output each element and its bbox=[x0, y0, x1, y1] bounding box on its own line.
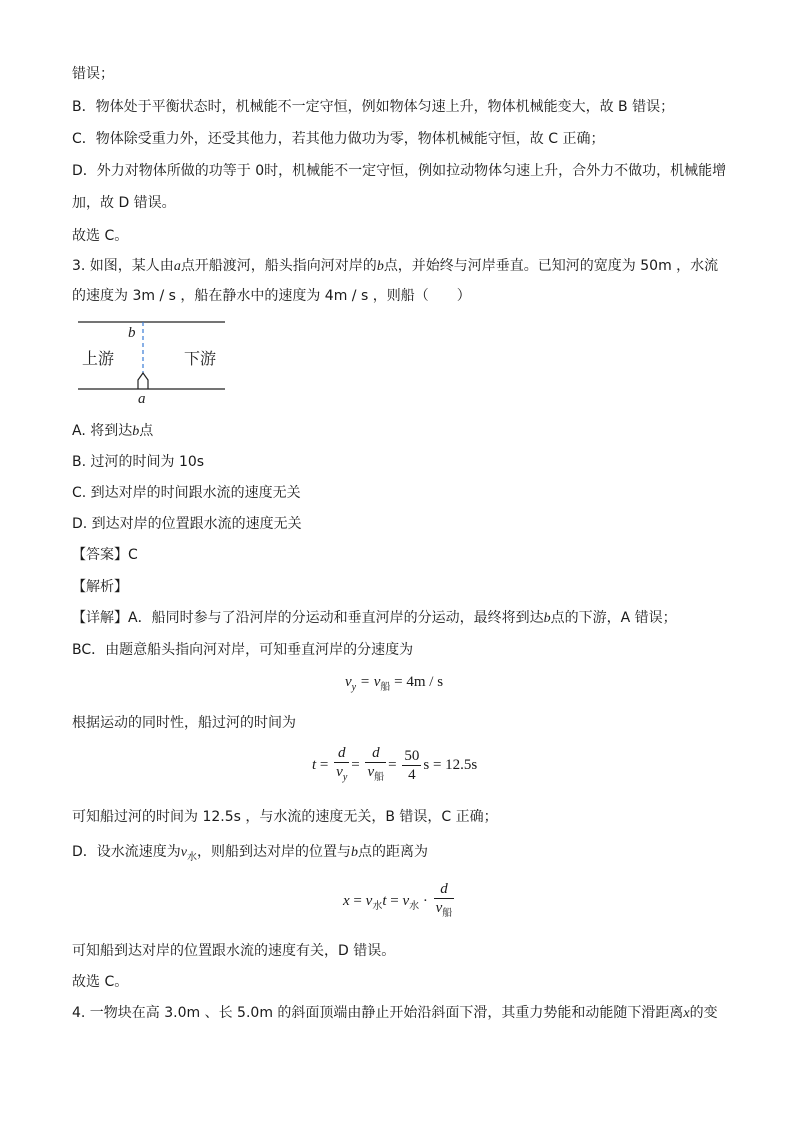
eq-symbol: v bbox=[402, 892, 410, 909]
eq-symbol: v bbox=[365, 892, 373, 909]
text-line: 故选 C。 bbox=[72, 228, 129, 244]
option-text: A. 将到达 bbox=[72, 423, 133, 439]
eq-subscript: 水 bbox=[409, 900, 420, 912]
sync-line: 根据运动的同时性，船过河的时间为 bbox=[72, 715, 296, 731]
frac-numerator: d bbox=[365, 744, 386, 763]
variable-x: x bbox=[683, 1006, 690, 1021]
frac-numerator: 50 bbox=[404, 748, 420, 764]
stem-text: 4. 一物块在高 3.0m 、长 5.0m 的斜面顶端由静止开始沿斜面下滑，其重力势能和动能随下滑距离 bbox=[72, 1005, 684, 1021]
detail-label: 【详解】 bbox=[72, 610, 128, 626]
boat-icon bbox=[138, 373, 148, 389]
d-text: ，则船到达对岸的位置与 bbox=[197, 844, 351, 860]
d-line bbox=[72, 842, 428, 868]
frac-denominator: v bbox=[336, 764, 343, 780]
variable-a: a bbox=[173, 259, 181, 274]
fraction-50-4 bbox=[402, 747, 421, 784]
fraction-d-vc bbox=[365, 744, 386, 787]
frac-numerator: d bbox=[334, 744, 349, 763]
d-text: D．设水流速度为 bbox=[72, 844, 181, 860]
stem-text: 3. 如图，某人由 bbox=[72, 258, 174, 274]
eq-subscript: 船 bbox=[380, 682, 391, 693]
conclusion-line: 可知船过河的时间为 12.5s ，与水流的速度无关，B 错误，C 正确； bbox=[72, 809, 498, 825]
variable-b: b bbox=[351, 845, 358, 860]
analysis-label: 【解析】 bbox=[72, 579, 128, 595]
answer-line bbox=[72, 545, 138, 565]
label-downstream: 下游 bbox=[184, 349, 217, 368]
question-stem: 的速度为 3m / s ，船在静水中的速度为 4m / s ，则船（ ） bbox=[72, 288, 471, 304]
frac-denominator: v bbox=[435, 900, 443, 916]
d-conclusion-line: 可知船到达对岸的位置跟水流的速度有关，D 错误。 bbox=[72, 943, 396, 959]
eq-subscript: 水 bbox=[372, 900, 383, 912]
variable-b: b bbox=[132, 424, 140, 439]
bc-line: BC．由题意船头指向河对岸，可知垂直河岸的分速度为 bbox=[72, 642, 414, 658]
answer-value: C bbox=[128, 547, 138, 563]
river-diagram bbox=[72, 316, 232, 406]
variable-b: b bbox=[543, 611, 551, 626]
eq-symbol: v bbox=[345, 674, 352, 690]
eq-subscript: 水 bbox=[187, 851, 197, 863]
text-line: B．物体处于平衡状态时，机械能不一定守恒，例如物体匀速上升，物体机械能变大，故 B 错误； bbox=[72, 99, 675, 115]
detail-line bbox=[72, 608, 677, 629]
frac-numerator: d bbox=[434, 880, 455, 899]
option-text: 点 bbox=[139, 423, 154, 439]
eq-subscript: 船 bbox=[442, 908, 453, 919]
text-line: 加，故 D 错误。 bbox=[72, 195, 176, 211]
detail-text: A．船同时参与了沿河岸的分运动和垂直河岸的分运动，最终将到达 bbox=[128, 610, 544, 626]
equation-x: $x = v_水t = v_水$ · $\frac{d}{v_船}$ bbox=[343, 880, 456, 923]
eq-value: = 4m / s bbox=[390, 674, 444, 690]
text-line: 错误； bbox=[72, 66, 114, 82]
option-a bbox=[72, 421, 153, 442]
eq-subscript: y bbox=[351, 682, 357, 693]
eq-value: s = 12.5s bbox=[423, 756, 478, 773]
fraction-d-vc bbox=[434, 880, 455, 923]
answer-label: 【答案】 bbox=[72, 547, 128, 563]
eq-subscript: y bbox=[342, 772, 348, 783]
stem-text: 点，并始终与河岸垂直。已知河的宽度为 50m ，水流 bbox=[383, 258, 719, 274]
label-a: a bbox=[138, 391, 146, 406]
stem-text: 点开船渡河，船头指向河对岸的 bbox=[180, 258, 377, 274]
d-text: 点的距离为 bbox=[358, 844, 428, 860]
eq-symbol: t bbox=[382, 892, 387, 909]
question-stem bbox=[72, 256, 718, 277]
stem-text: 的变 bbox=[689, 1005, 718, 1021]
question-4-stem bbox=[72, 1003, 718, 1024]
eq-symbol: t bbox=[312, 756, 317, 773]
label-b: b bbox=[128, 325, 136, 341]
fraction-d-vy bbox=[334, 744, 349, 787]
river-diagram-svg bbox=[72, 316, 232, 406]
equation-time: t = $\frac{d}{v_y}$ = $\frac{d}{v_船}$ = $\frac{50}{4}$ s = 12.5s bbox=[312, 744, 477, 787]
option-b: B. 过河的时间为 10s bbox=[72, 454, 205, 470]
equation-vy bbox=[345, 674, 443, 693]
eq-subscript: 船 bbox=[374, 772, 385, 783]
option-d: D. 到达对岸的位置跟水流的速度无关 bbox=[72, 516, 302, 532]
text-line: C．物体除受重力外，还受其他力，若其他力做功为零，物体机械能守恒，故 C 正确； bbox=[72, 131, 605, 147]
label-upstream: 上游 bbox=[82, 349, 115, 368]
option-c: C. 到达对岸的时间跟水流的速度无关 bbox=[72, 485, 301, 501]
eq-symbol: = v bbox=[356, 674, 381, 690]
frac-denominator: 4 bbox=[408, 767, 416, 783]
eq-symbol: x bbox=[343, 892, 350, 909]
frac-denominator: v bbox=[367, 764, 375, 780]
eq-symbol: v bbox=[180, 845, 187, 860]
choose-line: 故选 C。 bbox=[72, 974, 129, 990]
detail-text: 点的下游，A 错误； bbox=[550, 610, 677, 626]
text-line: D．外力对物体所做的功等于 0时，机械能不一定守恒，例如拉动物体匀速上升，合外力不做功，机械能增 bbox=[72, 163, 727, 179]
variable-b: b bbox=[376, 259, 384, 274]
